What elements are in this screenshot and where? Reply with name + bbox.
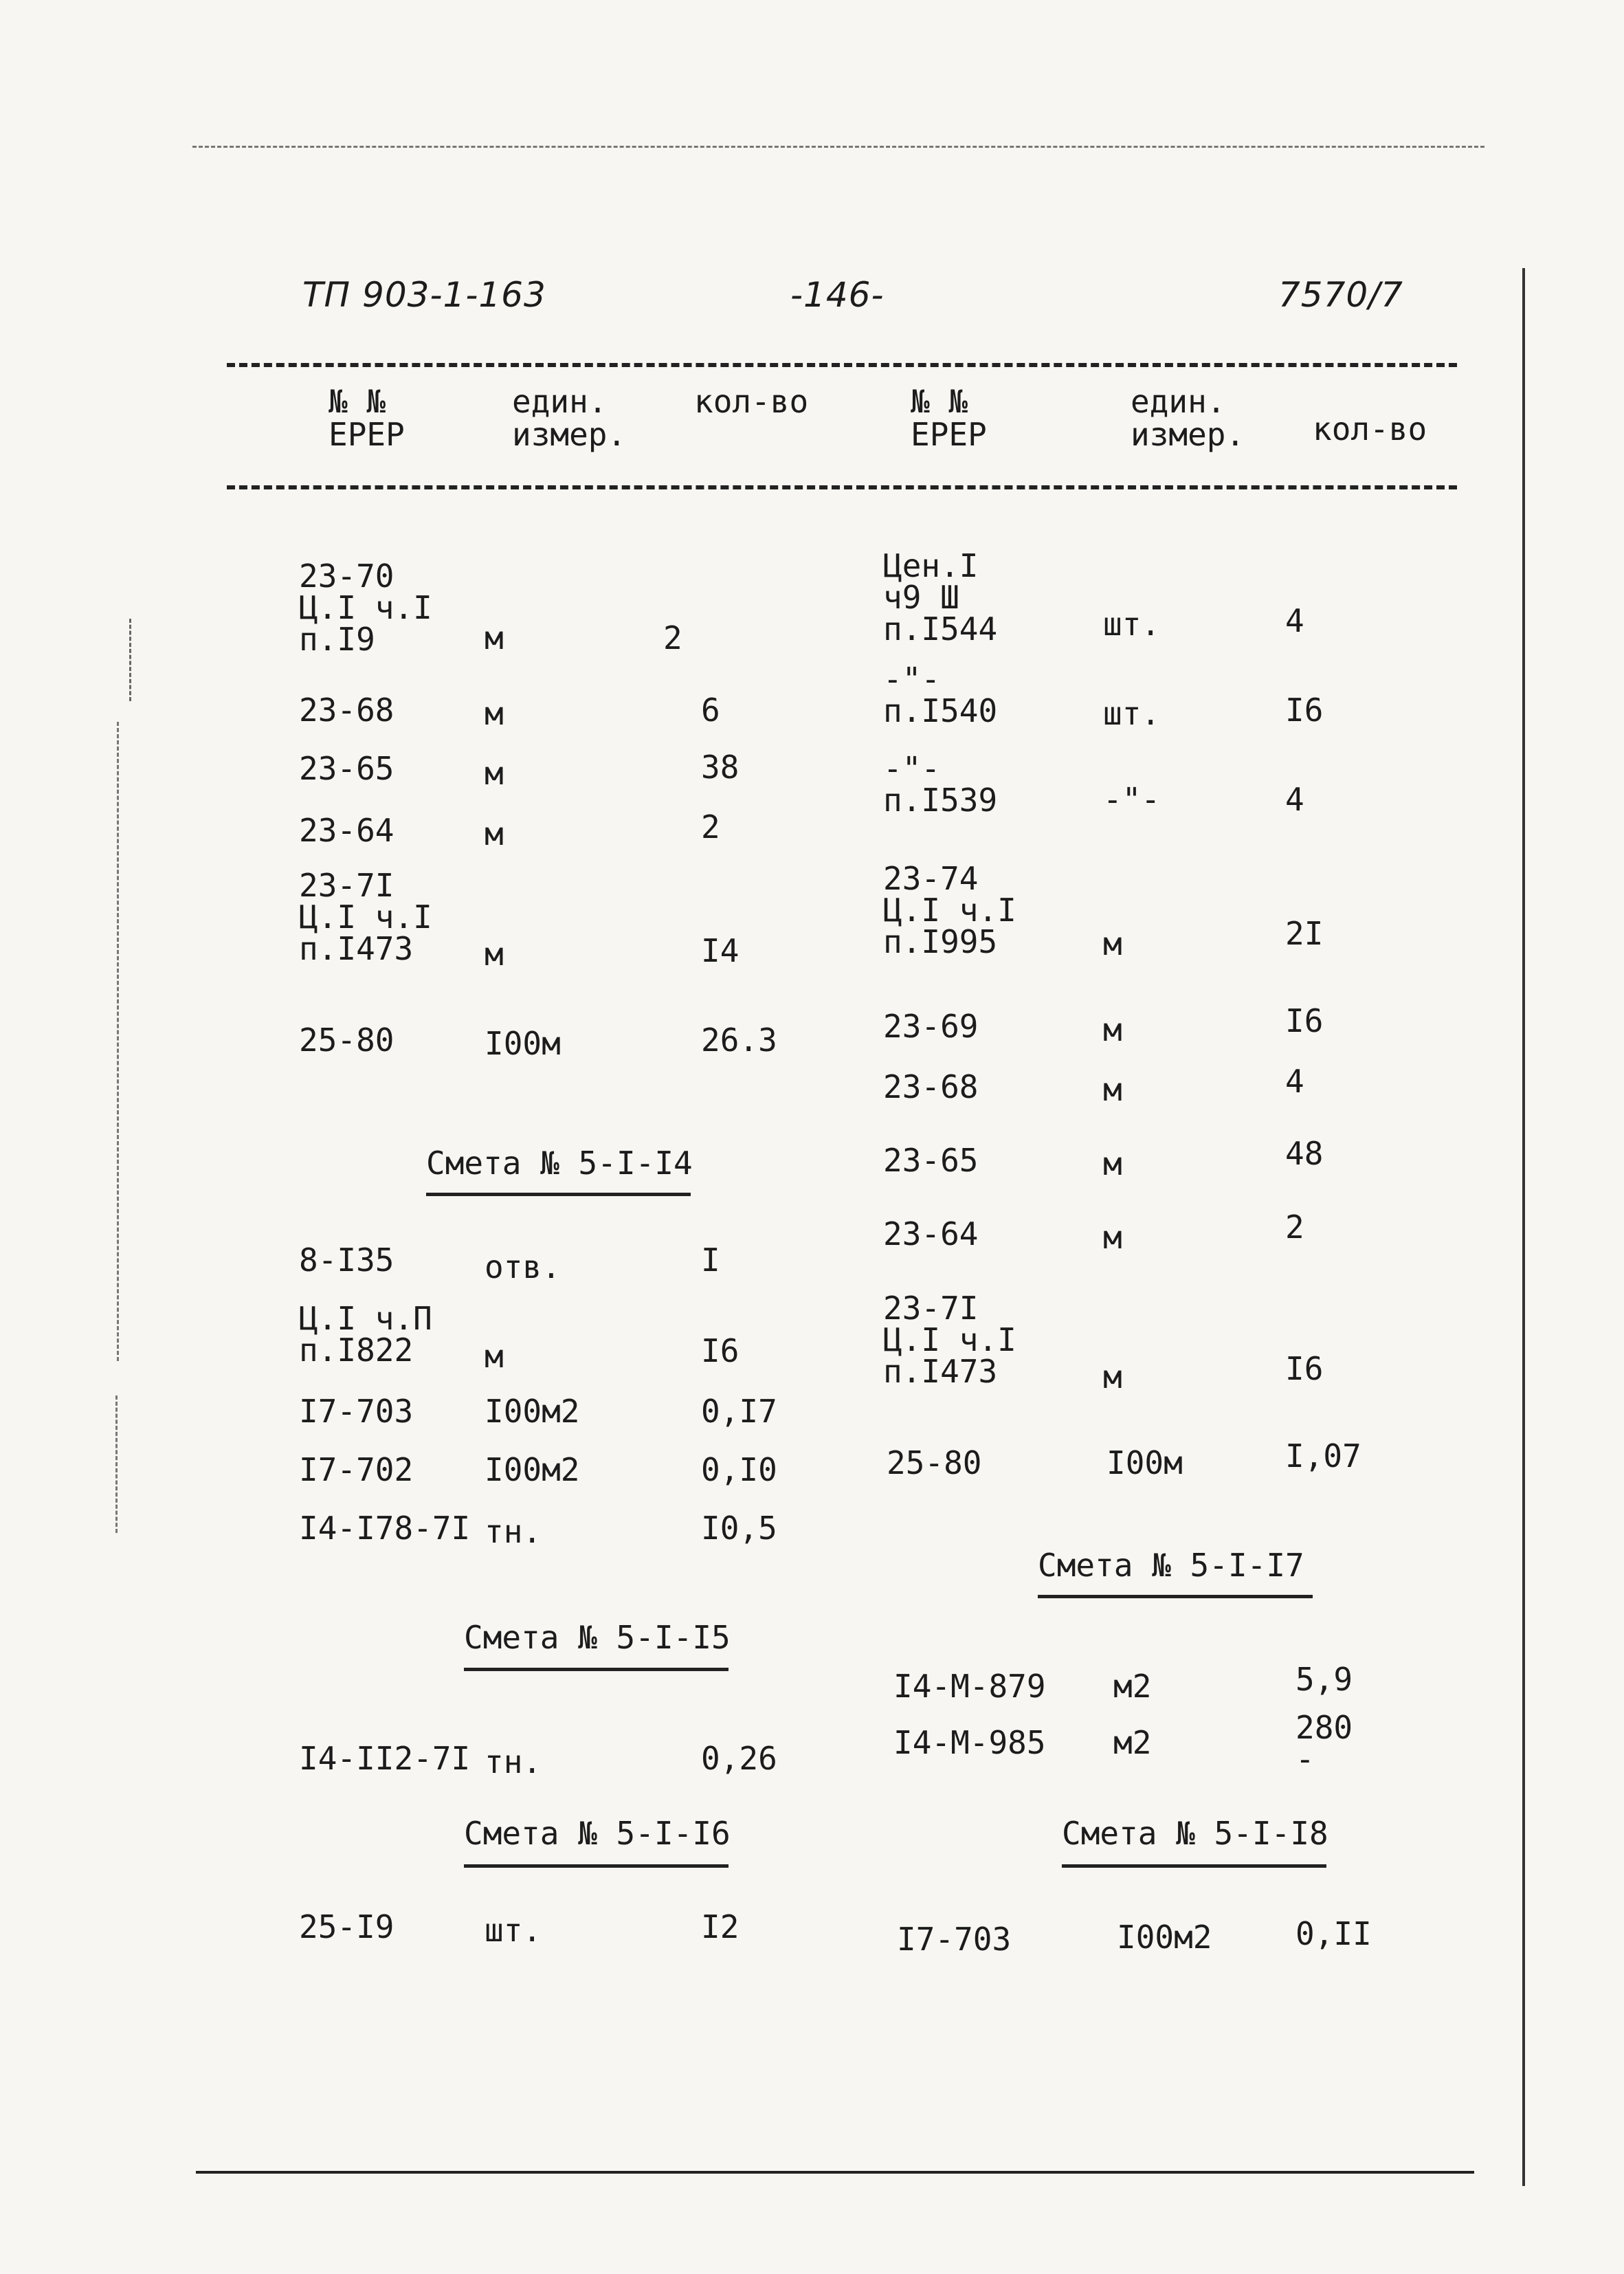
right-row-1-unit: шт. xyxy=(1103,606,1161,643)
smeta-15-row-1-unit: тн. xyxy=(485,1743,542,1780)
right-row-7-qty: 48 xyxy=(1285,1135,1324,1172)
right-row-5-unit: м xyxy=(1103,1011,1122,1048)
left-row-5-qty: I4 xyxy=(701,932,739,969)
smeta-18-heading: Смета № 5-I-I8 xyxy=(1062,1815,1328,1852)
left-row-3-qty: 38 xyxy=(701,749,739,786)
smeta-16-row-1-qty: I2 xyxy=(701,1908,739,1945)
right-row-2-unit: шт. xyxy=(1103,695,1161,732)
smeta-16-row-1-code: 25-I9 xyxy=(299,1908,394,1945)
left-row-6-qty: 26.3 xyxy=(701,1022,777,1059)
right-row-7-code: 23-65 xyxy=(883,1142,979,1179)
smeta-14-row-3-qty: 0,I7 xyxy=(701,1393,777,1430)
left-row-4-unit: м xyxy=(485,815,504,852)
smeta-14-row-3-code: I7-703 xyxy=(299,1393,414,1430)
smeta-14-row-5-code: I4-I78-7I xyxy=(299,1510,471,1547)
smeta-14-row-1-code: 8-I35 xyxy=(299,1241,394,1279)
right-row-4-qty: 2I xyxy=(1285,915,1324,952)
smeta-17-row-1-qty: 5,9 xyxy=(1295,1661,1353,1698)
col-header-qty-right: кол-во xyxy=(1313,410,1427,448)
left-row-3-unit: м xyxy=(485,755,504,792)
col-header-unit-right: един. измер. xyxy=(1131,383,1245,454)
right-row-8-qty: 2 xyxy=(1285,1208,1304,1246)
left-edge-mark-2 xyxy=(117,722,119,1361)
doc-code: ТП 903-1-163 xyxy=(302,275,546,315)
col-header-code-left: № № ЕРЕР xyxy=(329,383,405,454)
right-row-7-unit: м xyxy=(1103,1145,1122,1182)
right-row-10-code: 25-80 xyxy=(887,1444,982,1481)
bottom-rule xyxy=(196,2171,1474,2174)
left-row-5-code: 23-7I Ц.I ч.I п.I473 xyxy=(299,867,432,967)
left-edge-mark-3 xyxy=(115,1395,118,1533)
smeta-16-underline xyxy=(464,1864,728,1868)
left-row-1-unit: м xyxy=(485,619,504,656)
smeta-16-row-1-unit: шт. xyxy=(485,1912,542,1949)
smeta-18-underline xyxy=(1062,1864,1326,1868)
right-edge-line xyxy=(1522,268,1525,2186)
right-row-1-code: Цен.I ч9 Ш п.I544 xyxy=(883,547,998,648)
right-row-3-unit: -"- xyxy=(1103,781,1161,818)
smeta-17-heading: Смета № 5-I-I7 xyxy=(1038,1547,1304,1584)
smeta-15-underline xyxy=(464,1668,728,1671)
left-row-2-unit: м xyxy=(485,695,504,732)
right-row-5-code: 23-69 xyxy=(883,1008,979,1045)
right-row-5-qty: I6 xyxy=(1285,1002,1324,1039)
right-row-6-unit: м xyxy=(1103,1071,1122,1108)
smeta-14-row-5-unit: тн. xyxy=(485,1513,542,1550)
smeta-18-row-1-code: I7-703 xyxy=(897,1921,1012,1958)
scan-artifact-top xyxy=(192,146,1484,148)
right-row-2-qty: I6 xyxy=(1285,692,1324,729)
left-row-4-qty: 2 xyxy=(701,808,720,846)
smeta-14-row-4-code: I7-702 xyxy=(299,1451,414,1488)
smeta-17-row-2-code: I4-М-985 xyxy=(893,1724,1046,1761)
right-row-10-qty: I,07 xyxy=(1285,1437,1361,1475)
col-header-unit-left: един. измер. xyxy=(512,383,627,454)
left-row-5-unit: м xyxy=(485,936,504,973)
right-row-6-code: 23-68 xyxy=(883,1068,979,1105)
smeta-18-row-1-unit: I00м2 xyxy=(1117,1919,1212,1956)
smeta-15-row-1-qty: 0,26 xyxy=(701,1740,777,1777)
smeta-14-row-3-unit: I00м2 xyxy=(485,1393,580,1430)
smeta-18-row-1-qty: 0,II xyxy=(1295,1915,1372,1952)
left-row-4-code: 23-64 xyxy=(299,812,394,849)
page-number: -146- xyxy=(790,275,885,315)
right-row-3-qty: 4 xyxy=(1285,781,1304,818)
col-header-code-right: № № ЕРЕР xyxy=(911,383,987,454)
smeta-14-underline xyxy=(426,1193,691,1196)
right-row-9-unit: м xyxy=(1103,1358,1122,1395)
right-row-8-unit: м xyxy=(1103,1219,1122,1256)
right-row-6-qty: 4 xyxy=(1285,1063,1304,1100)
right-row-10-unit: I00м xyxy=(1106,1444,1183,1481)
smeta-17-row-1-unit: м2 xyxy=(1113,1668,1152,1705)
right-row-4-unit: м xyxy=(1103,925,1122,962)
smeta-15-row-1-code: I4-II2-7I xyxy=(299,1740,471,1777)
right-row-2-code: -"- п.I540 xyxy=(883,661,998,729)
right-row-1-qty: 4 xyxy=(1285,602,1304,639)
smeta-14-row-2-unit: м xyxy=(485,1338,504,1375)
smeta-14-row-4-unit: I00м2 xyxy=(485,1451,580,1488)
sheet-number: 7570/7 xyxy=(1278,275,1403,315)
left-edge-mark-1 xyxy=(129,619,131,701)
right-row-3-code: -"- п.I539 xyxy=(883,750,998,819)
smeta-17-row-2-unit: м2 xyxy=(1113,1724,1152,1761)
smeta-17-row-2-qty: 280 - xyxy=(1295,1709,1353,1778)
smeta-16-heading: Смета № 5-I-I6 xyxy=(464,1815,731,1852)
right-row-9-code: 23-7I Ц.I ч.I п.I473 xyxy=(883,1290,1016,1390)
smeta-17-underline xyxy=(1038,1595,1313,1598)
smeta-14-row-4-qty: 0,I0 xyxy=(701,1451,777,1488)
left-row-2-code: 23-68 xyxy=(299,692,394,729)
header-bottom-divider xyxy=(227,485,1457,489)
smeta-15-heading: Смета № 5-I-I5 xyxy=(464,1619,731,1656)
left-row-2-qty: 6 xyxy=(701,692,720,729)
smeta-14-row-2-qty: I6 xyxy=(701,1332,739,1369)
header-top-divider xyxy=(227,363,1457,367)
left-row-3-code: 23-65 xyxy=(299,750,394,787)
smeta-14-row-1-unit: отв. xyxy=(485,1248,561,1285)
smeta-14-heading: Смета № 5-I-I4 xyxy=(426,1145,693,1182)
smeta-14-row-5-qty: I0,5 xyxy=(701,1510,777,1547)
right-row-8-code: 23-64 xyxy=(883,1215,979,1252)
smeta-17-row-1-code: I4-М-879 xyxy=(893,1668,1046,1705)
left-row-1-code: 23-70 Ц.I ч.I п.I9 xyxy=(299,558,432,658)
left-row-6-code: 25-80 xyxy=(299,1022,394,1059)
right-row-9-qty: I6 xyxy=(1285,1350,1324,1387)
smeta-14-row-2-code: Ц.I ч.П п.I822 xyxy=(299,1300,432,1369)
col-header-qty-left: кол-во xyxy=(694,383,809,420)
left-row-1-qty: 2 xyxy=(663,619,682,656)
smeta-14-row-1-qty: I xyxy=(701,1241,720,1279)
left-row-6-unit: I00м xyxy=(485,1025,561,1062)
right-row-4-code: 23-74 Ц.I ч.I п.I995 xyxy=(883,860,1016,960)
